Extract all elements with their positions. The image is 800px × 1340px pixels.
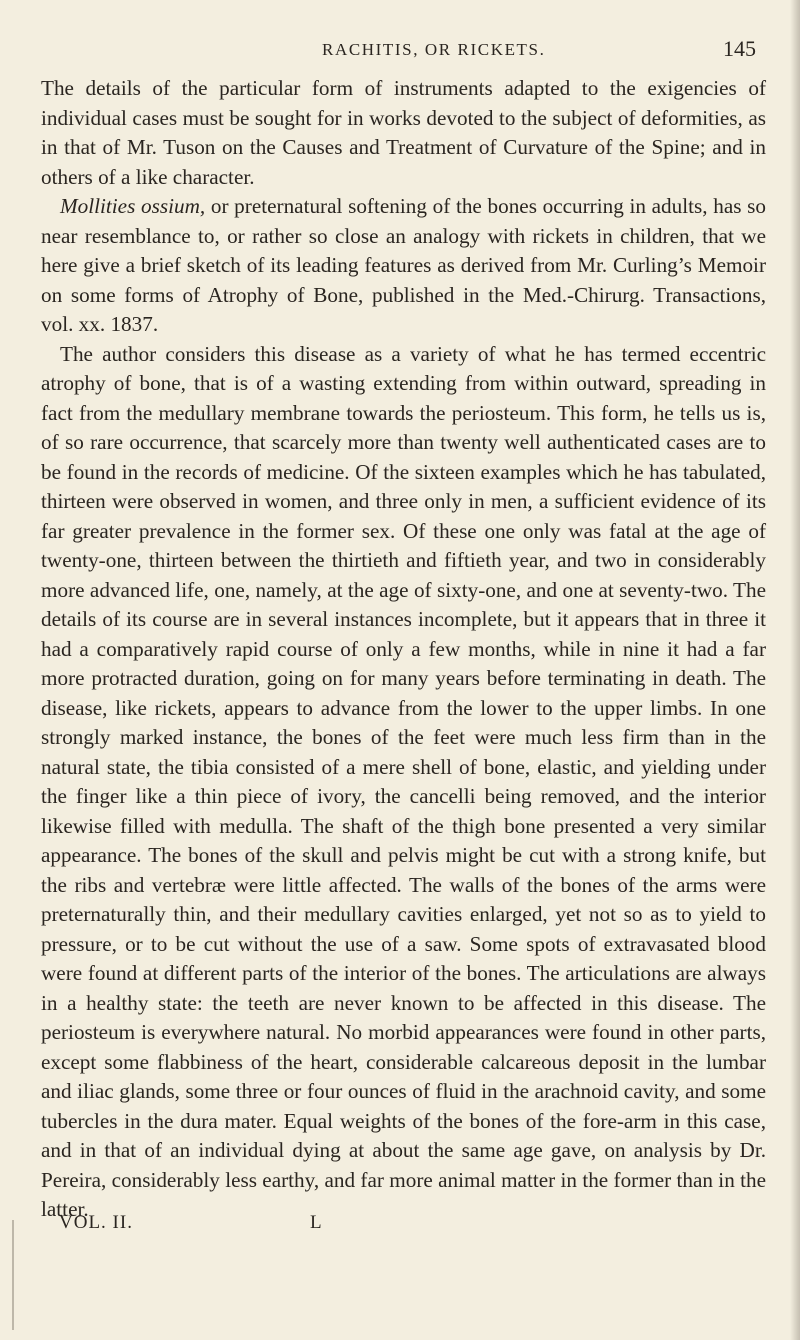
running-head: RACHITIS, OR RICKETS. — [322, 40, 546, 59]
volume-label: VOL. II. — [59, 1212, 133, 1233]
signature-mark: L — [310, 1212, 323, 1233]
paragraph-text: The details of the particular form of instruments adapted to the exigencies of individual cases must be sought for in works devoted to the subject of deformities, as in that of Mr. Tuson on the Causes and Treatment of Curvature of the Spine; and in others of a like character. — [41, 76, 766, 189]
italic-term: Mollities ossium, — [60, 194, 206, 218]
paragraph-text: The author considers this disease as a variety of what he has termed eccentric atrophy of bone, that is of a wasting extending from within outward, spreading in fact from the medullary membrane towards the periosteum. This form, he tells us is, of so rare occurrence, that scarcely more than twenty well authenticated cases are to be found in the records of medicine. Of the sixteen examples which he has tabulated, thirteen were observed in women, and three only in men, a sufficient evidence of its far greater prevalence in the former sex. Of these one only was fatal at the age of twenty-one, thirteen between the thirtieth and fiftieth year, and two in considerably more advanced life, one, namely, at the age of sixty-one, and one at seventy-two. The details of its course are in several instances incomplete, but it appears that in three it had a comparatively rapid course of only a few months, while in nine it had a far more protracted duration, going on for many years before terminating in death. The disease, like rickets, appears to advance from the lower to the upper limbs. In one strongly marked instance, the bones of the feet were much less firm than in the natural state, the tibia consisted of a mere shell of bone, elastic, and yielding under the finger like a thin piece of ivory, the cancelli being removed, and the interior likewise filled with medulla. The shaft of the thigh bone presented a very similar appearance. The bones of the skull and pelvis might be cut with a strong knife, but the ribs and vertebræ were little affected. The walls of the bones of the arms were preternaturally thin, and their medullary cavities enlarged, yet not so as to yield to pressure, or to be cut without the use of a saw. Some spots of extravasated blood were found at different parts of the interior of the bones. The articulations are always in a healthy state: the teeth are never known to be affected in this disease. The periosteum is everywhere natural. No morbid appearances were found in other parts, except some flabbiness of the heart, considerable calcareous deposit in the lumbar and iliac glands, some three or four ounces of fluid in the arachnoid cavity, and some tubercles in the dura mater. Equal weights of the bones of the fore-arm in this case, and in that of an individual dying at about the same age gave, on analysis by Dr. Pereira, considerably less earthy, and far more animal matter in the former than in the latter. — [41, 341, 766, 1221]
page-footer — [59, 1212, 679, 1234]
page-number: 145 — [723, 36, 756, 61]
paragraph-eccentric-atrophy — [41, 340, 766, 1225]
body-text — [41, 74, 766, 1225]
paragraph-mollities — [41, 192, 766, 340]
paragraph-text: or preternatural softening of the bones occurring in adults, has so near resemblance to, or rather so close an analogy with rickets in children, that we here give a brief sketch of its leading features as derived from Mr. Curling’s Memoir on some forms of Atrophy of Bone, published in the Med.-Chirurg. Transactions, vol. xx. 1837. — [41, 194, 766, 336]
page-edge-mark — [12, 1220, 14, 1330]
page-edge-shadow — [790, 0, 800, 1340]
paragraph-instruments — [41, 74, 766, 192]
